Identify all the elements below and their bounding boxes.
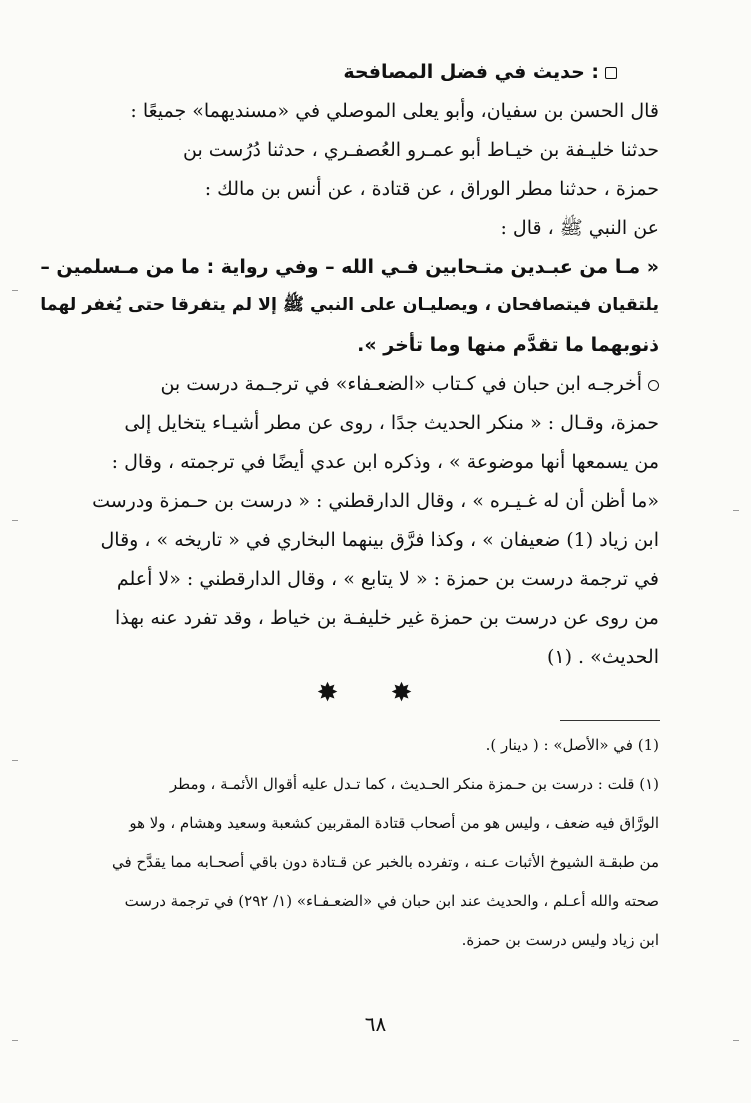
footnote-separator (560, 720, 660, 721)
commentary-line-3: من يسمعها أنها موضوعة » ، وذكره ابن عدي أيضًا في ترجمته ، وقال : (111, 451, 659, 473)
hadith-line-2: يلتقيان فيتصافحان ، ويصليـان على النبي ﷺ إلا لم يتفرقا حتى يُغفر لهما (40, 295, 659, 315)
commentary-line-6: في ترجمة درست بن حمزة : « لا يتابع » ، وقال الدارقطني : «لا أعلم (116, 568, 659, 590)
circle-bullet-icon (648, 380, 659, 391)
commentary-line-5: ابن زياد (1) ضعيفان » ، وكذا فرَّق بينهما البخاري في « تاريخه » ، وقال (100, 529, 659, 551)
narration-line-4: عن النبي ﷺ ، قال : (500, 217, 659, 239)
page-number: ٦٨ (364, 1012, 387, 1036)
commentary-line-7: من روى عن درست بن حمزة غير خليفـة بن خياط ، وقد تفرد عنه بهذا (115, 607, 659, 629)
footnote-2-line-2: الورَّاق فيه ضعف ، وليس هو من أصحاب قتادة المقربين كشعبة وسعيد وهشام ، ولا هو (129, 814, 659, 832)
footnote-2-line-3: من طبقـة الشيوخ الأثبات عـنه ، وتفرده بالخبر عن قـتادة دون باقي أصحـابه مما يقدَّح في (112, 853, 659, 871)
narration-line-1: قال الحسن بن سفيان، وأبو يعلى الموصلي في «مسنديهما» جميعًا : (130, 100, 659, 122)
footnote-2-line-4: صحته والله أعـلم ، والحديث عند ابن حبان في «الضعـفـاء» (١/ ٢٩٢) في ترجمة درست (124, 892, 659, 910)
narration-line-2: حدثنا خليـفة بن خيـاط أبو عمـرو العُصفـري ، حدثنا دُرُست بن (182, 139, 659, 161)
footnote-2-line-1: (١) قلت : درست بن حـمزة منكر الحـديث ، كما تـدل عليه أقوال الأئمـة ، ومطر (169, 775, 659, 793)
commentary-line-4: «ما أظن أن له غـيـره » ، وقال الدارقطني : « درست بن حـمزة ودرست (92, 490, 659, 512)
narration-line-3: حمزة ، حدثنا مطر الوراق ، عن قتادة ، عن أنس بن مالك : (204, 178, 659, 200)
footnote-2-line-5: ابن زياد وليس درست بن حمزة. (461, 931, 659, 949)
margin-mark (12, 290, 18, 291)
footnote-1: (1) في «الأصل» : ( دينار ). (485, 736, 659, 754)
commentary-line-8: الحديث» . (١) (546, 646, 659, 668)
margin-mark (733, 510, 739, 511)
hadith-line-3: ذنوبهما ما تقدَّم منها وما تأخر ». (357, 334, 659, 356)
margin-mark (12, 520, 18, 521)
margin-mark (12, 760, 18, 761)
section-divider-stars: ✸ ✸ (316, 678, 435, 708)
margin-mark (12, 1040, 18, 1041)
commentary-line-2: حمزة، وقـال : « منكر الحديث جدًا ، روى عن مطر أشيـاء يتخايل إلى (124, 412, 659, 434)
square-bullet-icon (605, 67, 617, 79)
commentary-line-1: أخرجـه ابن حبان في كـتاب «الضعـفاء» في ترجـمة درست بن (160, 373, 659, 396)
section-heading: : حديث في فضل المصافحة (343, 61, 617, 84)
hadith-line-1: « مـا من عبـدين متـحابين فـي الله – وفي رواية : ما من مـسلمين – (40, 256, 659, 278)
margin-mark (733, 1040, 739, 1041)
